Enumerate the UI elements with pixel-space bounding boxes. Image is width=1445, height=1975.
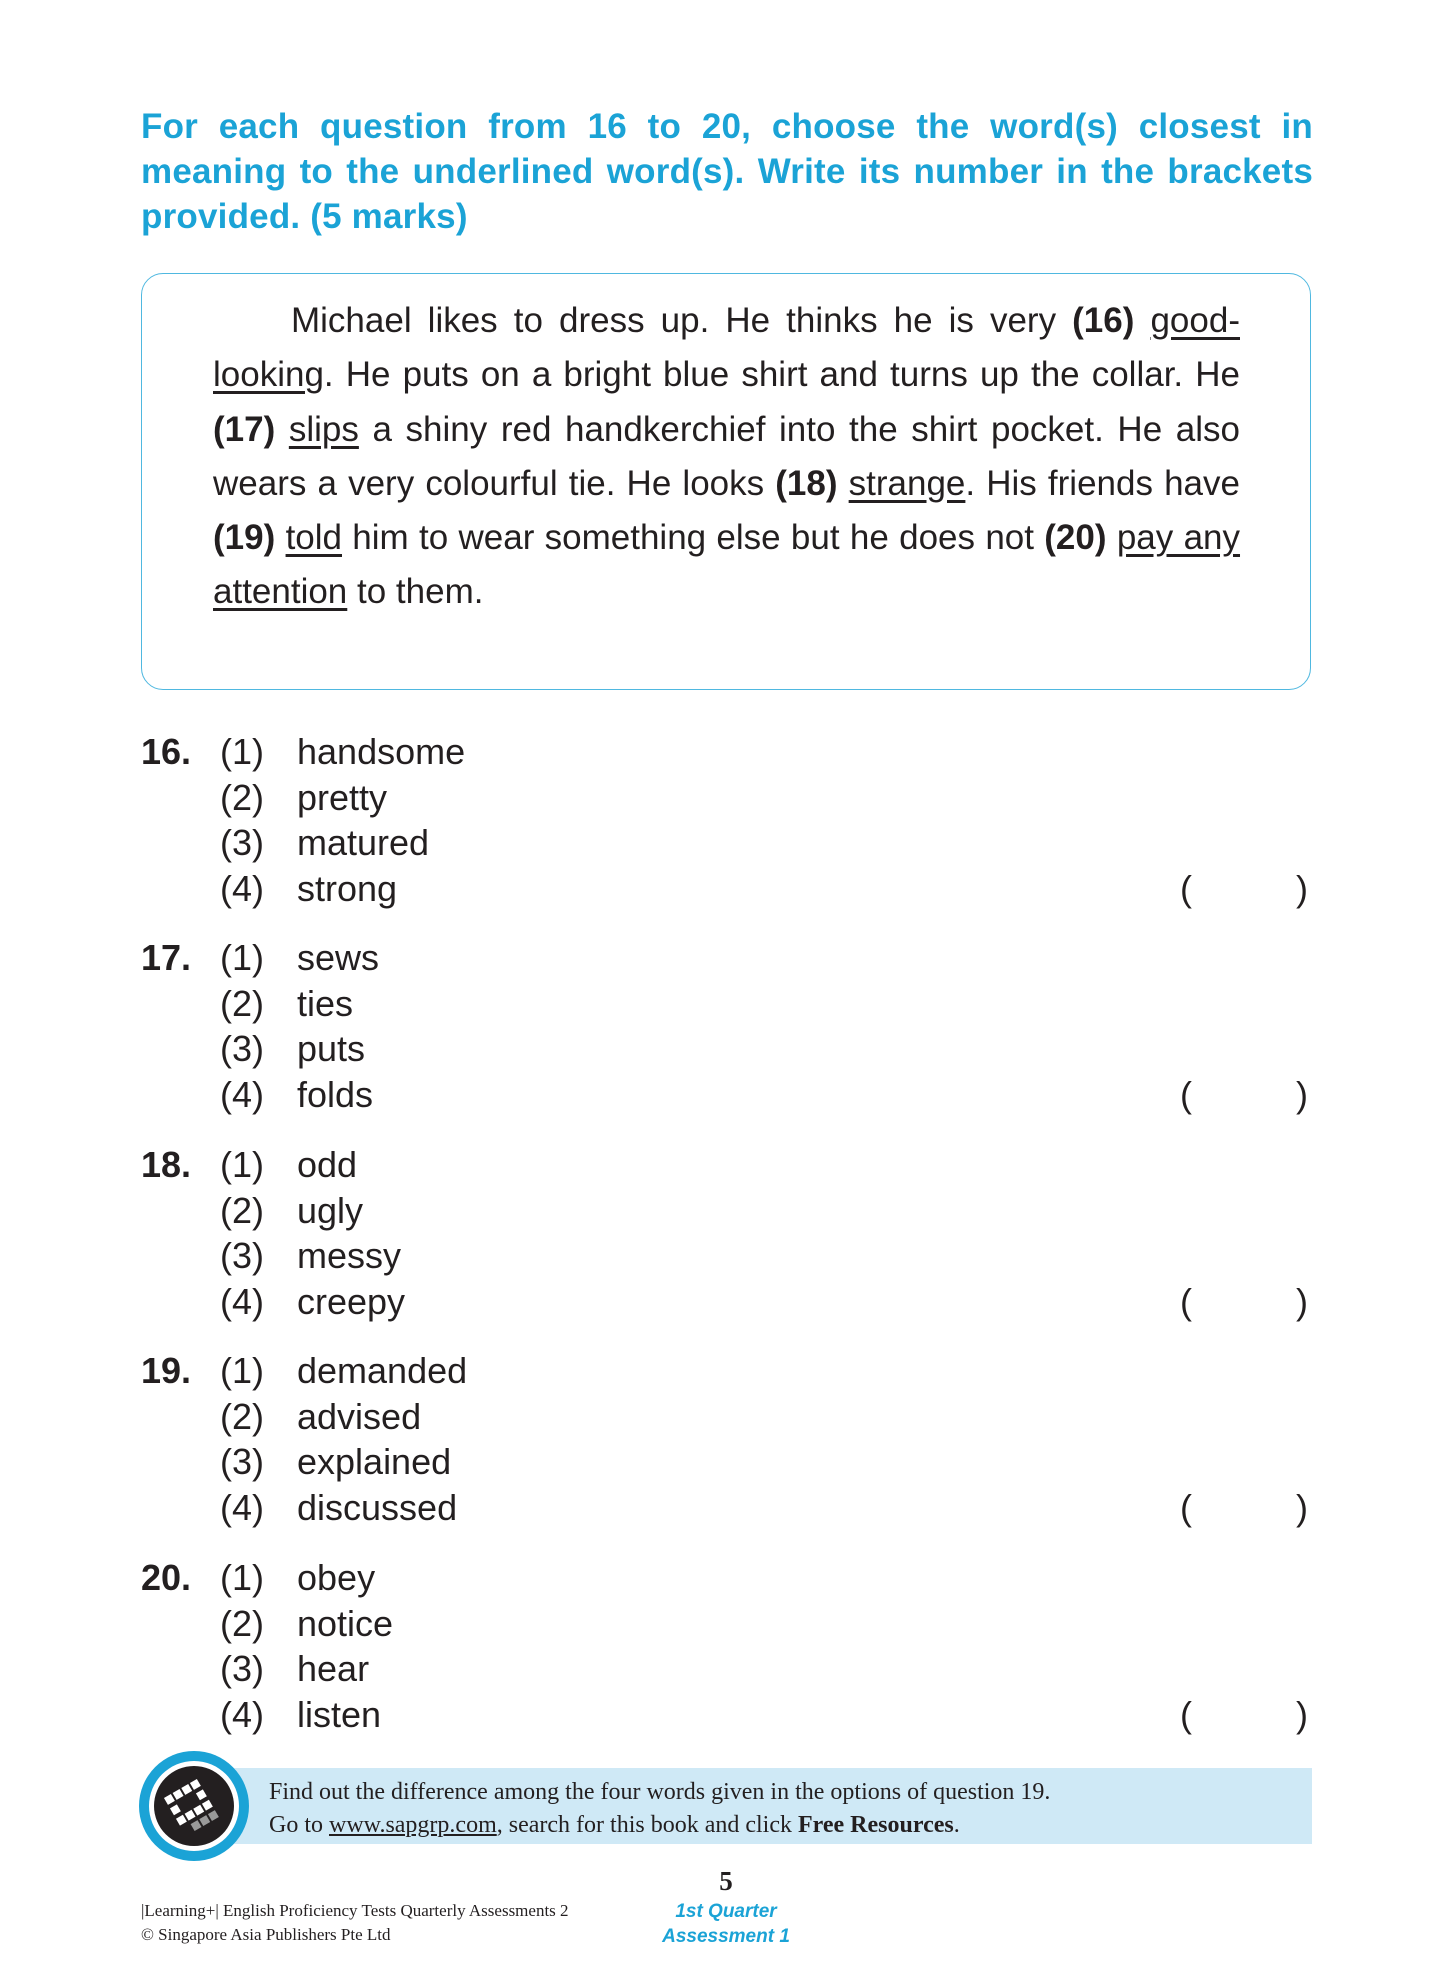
resource-badge-icon xyxy=(139,1751,249,1861)
passage-segment: Michael likes to dress up. He thinks he is very xyxy=(291,301,1073,340)
option-word: folds xyxy=(297,1073,374,1115)
option xyxy=(141,1188,1313,1234)
question-number: 20. xyxy=(141,1557,192,1598)
option xyxy=(141,1555,1313,1601)
marker-16: (16) xyxy=(1072,301,1135,340)
option-word: sews xyxy=(297,937,380,978)
instructions-heading: For each question from 16 to 20, choose the word(s) closest in meaning to the underlined word(s). Write its number in the brackets provided. (5 marks) xyxy=(141,107,1313,236)
option-number: (1) xyxy=(220,731,264,772)
option-word: matured xyxy=(297,822,430,864)
question-number: 19. xyxy=(141,1350,192,1391)
question-number: 18. xyxy=(141,1144,192,1185)
option xyxy=(141,1601,1313,1647)
option xyxy=(141,1348,1313,1394)
banner-line-2 xyxy=(269,1809,1050,1842)
option-number: (4) xyxy=(220,1693,264,1735)
option-word: demanded xyxy=(297,1350,468,1391)
option-word: strong xyxy=(297,867,398,909)
option xyxy=(141,775,1313,821)
option-number: (1) xyxy=(220,1144,264,1185)
option-number: (4) xyxy=(220,1280,264,1322)
option-number: (2) xyxy=(220,1602,264,1644)
option-word: ties xyxy=(297,982,354,1024)
option-word: handsome xyxy=(297,731,466,772)
underlined-19: told xyxy=(285,518,342,558)
answer-bracket-open[interactable]: ( xyxy=(1180,1073,1192,1115)
option-number: (2) xyxy=(220,1395,264,1437)
question-number: 16. xyxy=(141,731,192,772)
option xyxy=(141,1692,1313,1738)
option xyxy=(141,729,1313,775)
option-word: explained xyxy=(297,1441,452,1483)
answer-bracket-open[interactable]: ( xyxy=(1180,1280,1192,1322)
section-quarter: 1st Quarter xyxy=(675,1901,777,1922)
option-word: messy xyxy=(297,1235,402,1277)
option-number: (3) xyxy=(220,1648,264,1690)
passage-segment: . His friends have xyxy=(965,463,1240,503)
option-number: (2) xyxy=(220,1189,264,1231)
option xyxy=(141,1279,1313,1325)
marker-17: (17) xyxy=(213,409,276,449)
copyright: © Singapore Asia Publishers Pte Ltd xyxy=(141,1925,391,1944)
option-word: advised xyxy=(297,1395,422,1437)
passage-segment: a shiny red handkerchief into the shirt pocket. He also wears a very colourful tie. He looks xyxy=(213,409,1240,503)
option-number: (4) xyxy=(220,1486,264,1528)
answer-bracket-close[interactable]: ) xyxy=(1296,1693,1308,1735)
option xyxy=(141,820,1313,866)
page-number: 5 xyxy=(719,1866,733,1896)
passage-segment: to them. xyxy=(347,572,484,612)
option-word: discussed xyxy=(297,1486,458,1528)
option-number: (3) xyxy=(220,1028,264,1070)
underlined-17: slips xyxy=(288,409,359,449)
answer-bracket-open[interactable]: ( xyxy=(1180,1486,1192,1528)
banner-mid: , search for this book and click xyxy=(496,1812,798,1838)
answer-bracket-open[interactable]: ( xyxy=(1180,1693,1192,1735)
option-number: (3) xyxy=(220,1235,264,1277)
passage-segment: . He puts on a bright blue shirt and turns up the collar. He xyxy=(323,355,1240,395)
option-word: creepy xyxy=(297,1280,406,1322)
question-number: 17. xyxy=(141,937,192,978)
banner-text xyxy=(269,1776,1050,1842)
question-18 xyxy=(141,1142,1313,1324)
answer-bracket-close[interactable]: ) xyxy=(1296,867,1308,909)
option-number: (4) xyxy=(220,867,264,909)
option-number: (3) xyxy=(220,822,264,864)
question-20 xyxy=(141,1555,1313,1737)
question-19 xyxy=(141,1348,1313,1530)
option-number: (2) xyxy=(220,776,264,818)
option xyxy=(141,935,1313,981)
passage-text xyxy=(213,294,1240,620)
option-number: (2) xyxy=(220,982,264,1024)
marker-20: (20) xyxy=(1044,518,1107,558)
answer-bracket-open[interactable]: ( xyxy=(1180,867,1192,909)
banner-goto: Go to xyxy=(269,1812,329,1838)
question-16 xyxy=(141,729,1313,911)
option-word: ugly xyxy=(297,1189,364,1231)
option xyxy=(141,1439,1313,1485)
option-number: (1) xyxy=(220,937,264,978)
option-word: odd xyxy=(297,1144,358,1185)
question-17 xyxy=(141,935,1313,1117)
option-word: listen xyxy=(297,1693,382,1735)
option xyxy=(141,1646,1313,1692)
underlined-16: good-looking xyxy=(213,301,1240,395)
answer-bracket-close[interactable]: ) xyxy=(1296,1486,1308,1528)
banner-end: . xyxy=(953,1812,960,1838)
option-word: puts xyxy=(297,1028,366,1070)
answer-bracket-close[interactable]: ) xyxy=(1296,1280,1308,1322)
footer-credits xyxy=(141,1899,569,1947)
option-number: (1) xyxy=(220,1557,264,1598)
option xyxy=(141,866,1313,912)
option-number: (3) xyxy=(220,1441,264,1483)
underlined-18: strange xyxy=(848,463,966,503)
underlined-20: pay any attention xyxy=(213,518,1241,612)
section-assessment: Assessment 1 xyxy=(662,1926,790,1947)
section-label xyxy=(626,1899,826,1949)
option-number: (1) xyxy=(220,1350,264,1391)
option xyxy=(141,1485,1313,1531)
option-number: (4) xyxy=(220,1073,264,1115)
option xyxy=(141,1142,1313,1188)
option xyxy=(141,1394,1313,1440)
option-word: notice xyxy=(297,1602,394,1644)
option xyxy=(141,981,1313,1027)
answer-bracket-close[interactable]: ) xyxy=(1296,1073,1308,1115)
passage-segment: him to wear something else but he does not xyxy=(342,518,1045,558)
option-word: obey xyxy=(297,1557,376,1598)
marker-19: (19) xyxy=(213,518,276,558)
book-title: |Learning+| English Proficiency Tests Quarterly Assessments 2 xyxy=(141,1901,569,1920)
option xyxy=(141,1072,1313,1118)
option-word: pretty xyxy=(297,776,388,818)
website-link[interactable]: www.sapgrp.com xyxy=(329,1812,497,1838)
option xyxy=(141,1233,1313,1279)
marker-18: (18) xyxy=(775,463,838,503)
banner-line-1: Find out the difference among the four words given in the options of question 19. xyxy=(269,1779,1051,1805)
option-word: hear xyxy=(297,1648,370,1690)
option xyxy=(141,1026,1313,1072)
free-resources-label: Free Resources xyxy=(798,1812,954,1838)
